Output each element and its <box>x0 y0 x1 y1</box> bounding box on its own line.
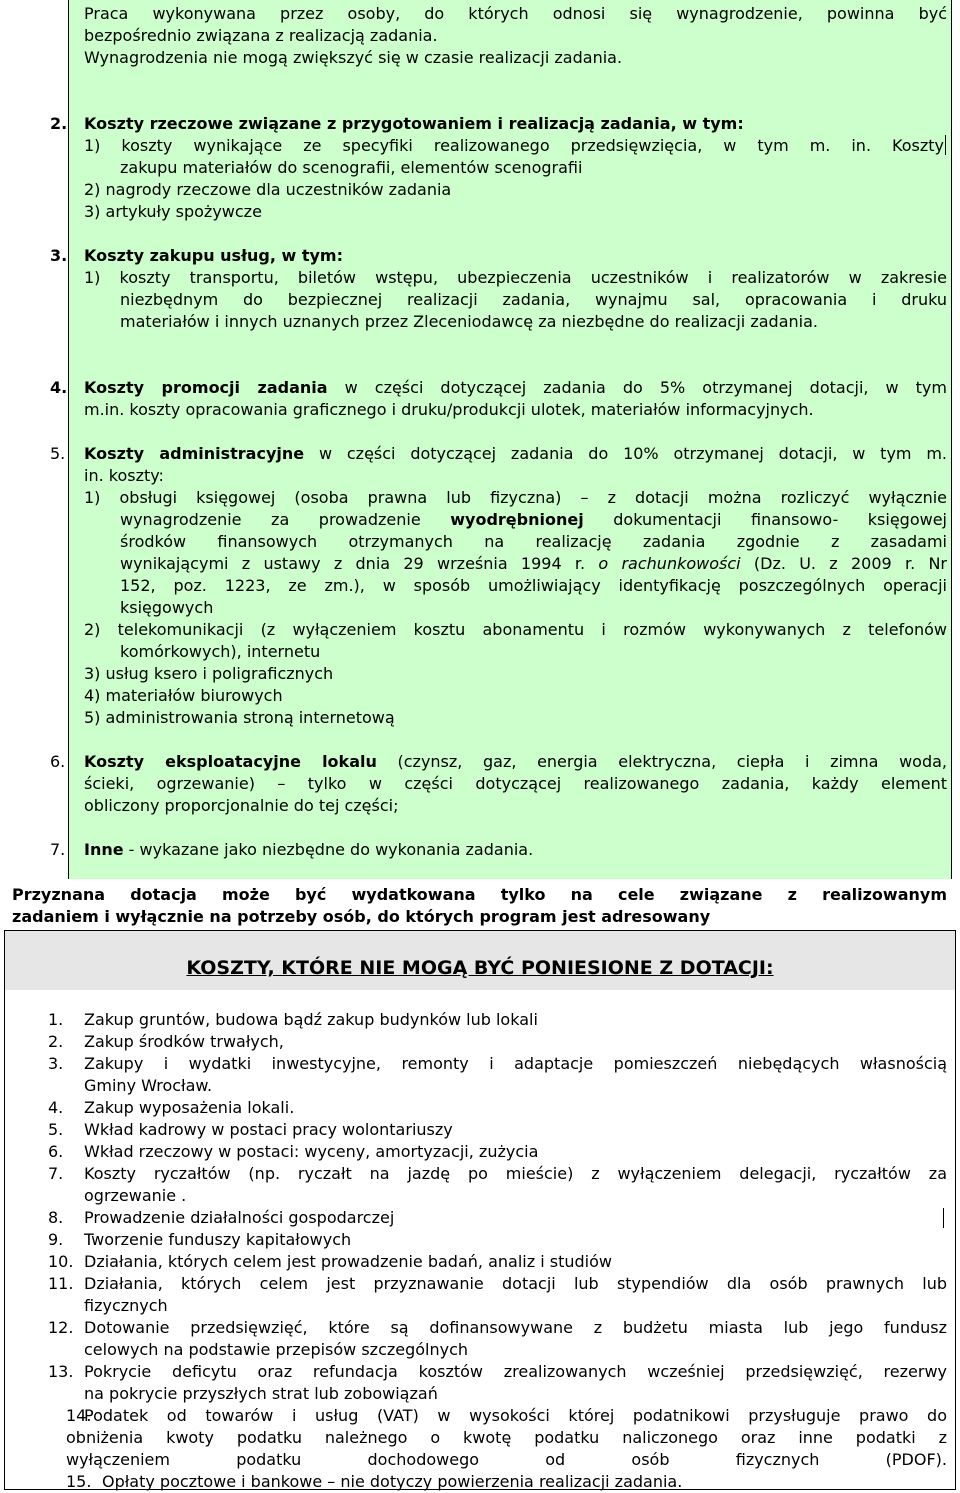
list-item-text: na pokrycie przyszłych strat lub zobowiązań <box>84 1384 438 1403</box>
list-item-text: Gminy Wrocław. <box>84 1076 213 1095</box>
list-item-number: 4. <box>48 1098 64 1117</box>
section-5-item-3: 3) usług ksero i poligraficznych <box>84 664 334 683</box>
list-item-text: wyłączeniem podatku dochodowego od osób fizycznych (PDOF). <box>66 1450 947 1469</box>
list-item-number: 12. <box>48 1318 74 1337</box>
list-item-text: Działania, których celem jest przyznawanie dotacji lub stypendiów dla osób prawnych lub <box>84 1274 947 1293</box>
list-item-text: Prowadzenie działalności gospodarczej <box>84 1208 395 1227</box>
revision-mark-2 <box>943 1208 944 1228</box>
list-item-text: Zakup gruntów, budowa bądź zakup budynków lub lokali <box>84 1010 538 1029</box>
section-5-item-1-line-3: środków finansowych otrzymanych na realizację zadania zgodnie z zasadami <box>120 532 947 551</box>
note-line-2: zadaniem i wyłącznie na potrzeby osób, do których program jest adresowany <box>12 907 711 926</box>
list-item-text: Podatek od towarów i usług (VAT) w wysokości której podatnikowi przysługuje prawo do <box>84 1406 947 1425</box>
list-item-text: ogrzewanie . <box>84 1186 187 1205</box>
section-5-item-2-line-1: 2) telekomunikacji (z wyłączeniem kosztu abonamentu i rozmów wykonywanych z telefonów <box>84 620 947 639</box>
list-item-text: Wkład rzeczowy w postaci: wyceny, amortyzacji, zużycia <box>84 1142 539 1161</box>
section-2-line-1: 1) koszty wynikające ze specyfiki realizowanego przedsięwzięcia, w tym m. in. Koszty <box>84 136 944 155</box>
list-item-text: Zakup wyposażenia lokali. <box>84 1098 295 1117</box>
list-item-number: 11. <box>48 1274 74 1293</box>
list-item-text: obniżenia kwoty podatku należnego o kwotę podatku naliczonego oraz inne podatki z <box>66 1428 947 1447</box>
section-4-line-1: Koszty promocji zadania w części dotyczącej zadania do 5% otrzymanej dotacji, w tym <box>84 378 947 397</box>
list-item-text: Działania, których celem jest prowadzenie badań, analiz i studiów <box>84 1252 612 1271</box>
section-5-line-1: Koszty administracyjne w części dotyczącej zadania do 10% otrzymanej dotacji, w tym m. <box>84 444 947 463</box>
revision-mark <box>945 135 946 155</box>
section-3-title: Koszty zakupu usług, w tym: <box>84 246 343 265</box>
list-item-number: 6. <box>48 1142 64 1161</box>
section-2-title: Koszty rzeczowe związane z przygotowaniem i realizacją zadania, w tym: <box>84 114 744 133</box>
list-item-number: 7. <box>48 1164 64 1183</box>
section-7-line: Inne - wykazane jako niezbędne do wykonania zadania. <box>84 840 534 859</box>
list-item-number: 14. <box>66 1406 92 1425</box>
section-5-item-2-line-2: komórkowych), internetu <box>120 642 321 661</box>
list-item-number: 8. <box>48 1208 64 1227</box>
list-item-text: Koszty ryczałtów (np. ryczałt na jazdę po mieście) z wyłączeniem delegacji, ryczałtów za <box>84 1164 947 1183</box>
section-2-line-4: 3) artykuły spożywcze <box>84 202 262 221</box>
section-7-number: 7. <box>50 840 66 859</box>
section-5-item-1-line-1: 1) obsługi księgowej (osoba prawna lub fizyczna) – z dotacji można rozliczyć wyłącznie <box>84 488 947 507</box>
section-5-item-1-line-6: księgowych <box>120 598 214 617</box>
list-item-text: fizycznych <box>84 1296 168 1315</box>
list-item-number: 13. <box>48 1362 74 1381</box>
list-item-number: 2. <box>48 1032 64 1051</box>
list-item-text: Wkład kadrowy w postaci pracy wolontariuszy <box>84 1120 453 1139</box>
section-6-line-2: ścieki, ogrzewanie) – tylko w części dotyczącej realizowanego zadania, każdy element <box>84 774 947 793</box>
list-item-text: Opłaty pocztowe i bankowe – nie dotyczy powierzenia realizacji zadania. <box>102 1472 683 1491</box>
section-2-line-3: 2) nagrody rzeczowe dla uczestników zadania <box>84 180 452 199</box>
section-3-number: 3. <box>50 246 68 265</box>
list-item-number: 15. <box>66 1472 92 1491</box>
section-3-line-1: 1) koszty transportu, biletów wstępu, ubezpieczenia uczestników i realizatorów w zakresie <box>84 268 947 287</box>
list-item-text: Zakupy i wydatki inwestycyjne, remonty i adaptacje pomieszczeń niebędących własnością <box>84 1054 947 1073</box>
section-5-item-4: 4) materiałów biurowych <box>84 686 283 705</box>
section-5-item-1-line-2: wynagrodzenie za prowadzenie wyodrębnionej dokumentacji finansowo- księgowej <box>120 510 947 529</box>
section-5-line-2: in. koszty: <box>84 466 164 485</box>
intro-line-2: bezpośrednio związana z realizacją zadania. <box>84 26 438 45</box>
list-item-number: 9. <box>48 1230 64 1249</box>
section-3-line-2: niezbędnym do bezpiecznej realizacji zadania, wynajmu sal, opracowania i druku <box>120 290 947 309</box>
ineligible-heading: KOSZTY, KTÓRE NIE MOGĄ BYĆ PONIESIONE Z DOTACJI: <box>186 957 774 979</box>
section-5-number: 5. <box>50 444 66 463</box>
section-3-line-3: materiałów i innych uznanych przez Zleceniodawcę za niezbędne do realizacji zadania. <box>120 312 818 331</box>
list-item-number: 10. <box>48 1252 74 1271</box>
list-item-text: celowych na podstawie przepisów szczególnych <box>84 1340 469 1359</box>
section-6-number: 6. <box>50 752 66 771</box>
section-5-item-1-line-4: wynikającymi z ustawy z dnia 29 września 1994 r. o rachunkowości (Dz. U. z 2009 r. Nr <box>120 554 948 573</box>
note-line-1: Przyznana dotacja może być wydatkowana tylko na cele związane z realizowanym <box>12 885 947 904</box>
section-6-line-3: obliczony proporcjonalnie do tej części; <box>84 796 399 815</box>
intro-line-3: Wynagrodzenia nie mogą zwiększyć się w czasie realizacji zadania. <box>84 48 623 67</box>
intro-line-1: Praca wykonywana przez osoby, do których odnosi się wynagrodzenie, powinna być <box>84 4 947 23</box>
list-item-text: Pokrycie deficytu oraz refundacja kosztów zrealizowanych wcześniej przedsięwzięć, rezerwy <box>84 1362 947 1381</box>
section-5-item-5: 5) administrowania stroną internetową <box>84 708 395 727</box>
list-item-text: Tworzenie funduszy kapitałowych <box>84 1230 352 1249</box>
section-6-line-1: Koszty eksploatacyjne lokalu (czynsz, gaz, energia elektryczna, ciepła i zimna woda, <box>84 752 948 771</box>
list-item-text: Zakup środków trwałych, <box>84 1032 284 1051</box>
section-4-line-2: m.in. koszty opracowania graficznego i druku/produkcji ulotek, materiałów informacyjnych. <box>84 400 814 419</box>
list-item-number: 1. <box>48 1010 64 1029</box>
section-4-number: 4. <box>50 378 68 397</box>
section-5-item-1-line-5: 152, poz. 1223, ze zm.), w sposób umożliwiający identyfikację poszczególnych operacji <box>120 576 947 595</box>
section-2-line-2: zakupu materiałów do scenografii, elementów scenografii <box>120 158 583 177</box>
list-item-number: 3. <box>48 1054 64 1073</box>
list-item-number: 5. <box>48 1120 64 1139</box>
list-item-text: Dotowanie przedsięwzięć, które są dofinansowywane z budżetu miasta lub jego fundusz <box>84 1318 947 1337</box>
section-2-number: 2. <box>50 114 68 133</box>
